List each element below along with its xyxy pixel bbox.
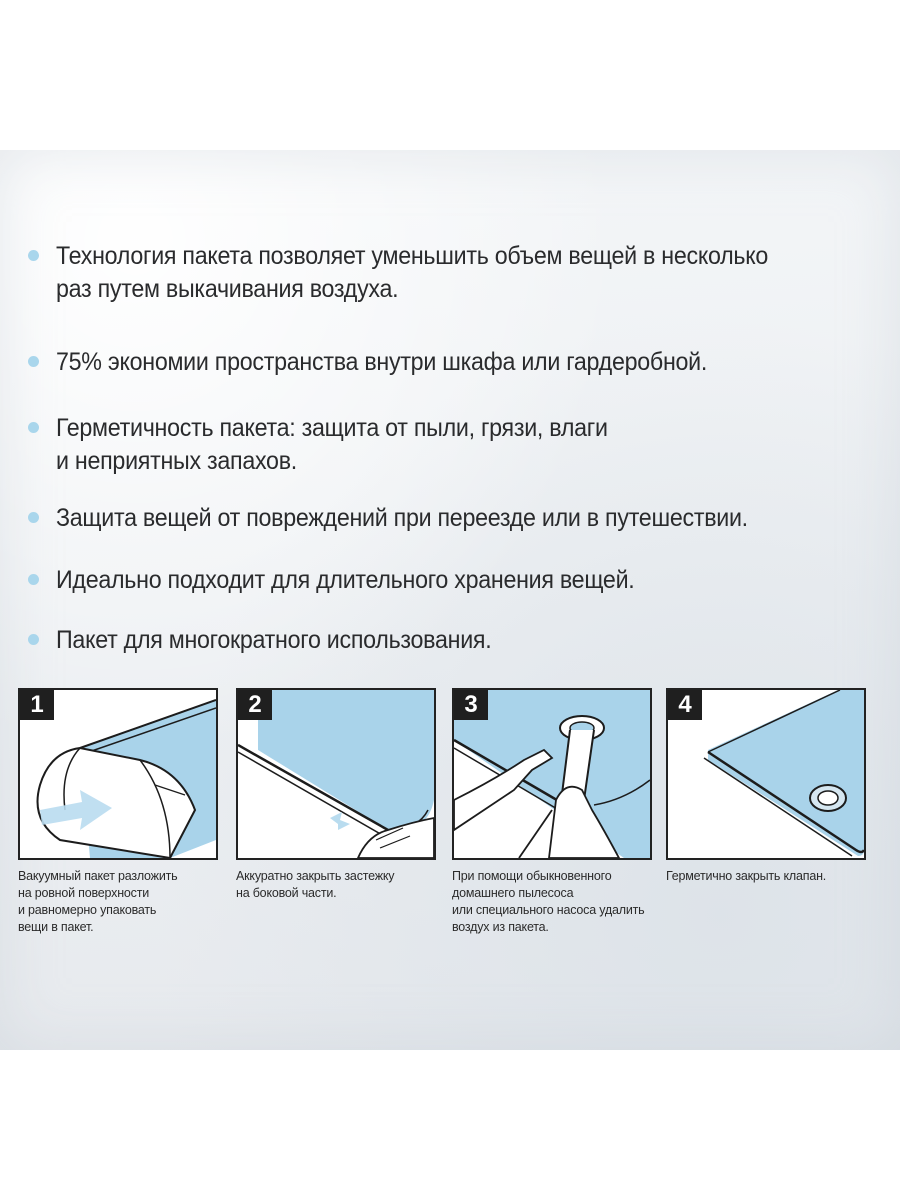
bullet-dot-icon [28, 512, 39, 523]
feature-text: 75% экономии пространства внутри шкафа или гардеробной. [56, 348, 708, 376]
step-caption: Вакуумный пакет разложить на ровной поверхности и равномерно упаковать вещи в пакет. [18, 869, 178, 934]
step-number: 3 [454, 690, 488, 720]
feature-item [28, 564, 878, 597]
step-caption: Аккуратно закрыть застежку на боковой части. [236, 869, 395, 900]
step-illustration [18, 688, 218, 860]
step-number: 4 [668, 690, 702, 720]
feature-item [28, 502, 878, 535]
step-4 [666, 688, 866, 885]
feature-item [28, 624, 878, 657]
step-1 [18, 688, 218, 936]
feature-item [28, 346, 878, 379]
feature-text: Пакет для многократного использования. [56, 626, 492, 654]
step-number: 2 [238, 690, 272, 720]
instruction-steps [0, 688, 900, 968]
step-3 [452, 688, 652, 936]
step-caption: Герметично закрыть клапан. [666, 869, 827, 883]
feature-item [28, 412, 878, 478]
bullet-dot-icon [28, 634, 39, 645]
bullet-dot-icon [28, 356, 39, 367]
step-illustration [236, 688, 436, 860]
vacuum-bag-package [0, 150, 900, 1050]
bullet-dot-icon [28, 422, 39, 433]
feature-text: Технология пакета позволяет уменьшить объем вещей в несколько раз путем выкачивания воздуха. [56, 242, 769, 303]
feature-text: Защита вещей от повреждений при переезде или в путешествии. [56, 504, 748, 532]
step-caption: При помощи обыкновенного домашнего пылесоса или специального насоса удалить воздух из пакета. [452, 869, 645, 934]
bullet-dot-icon [28, 250, 39, 261]
feature-text: Идеально подходит для длительного хранения вещей. [56, 566, 635, 594]
step-number: 1 [20, 690, 54, 720]
step-illustration [452, 688, 652, 860]
step-illustration [666, 688, 866, 860]
bullet-dot-icon [28, 574, 39, 585]
step-2 [236, 688, 436, 902]
feature-item [28, 240, 878, 306]
feature-text: Герметичность пакета: защита от пыли, грязи, влаги и неприятных запахов. [56, 414, 608, 475]
